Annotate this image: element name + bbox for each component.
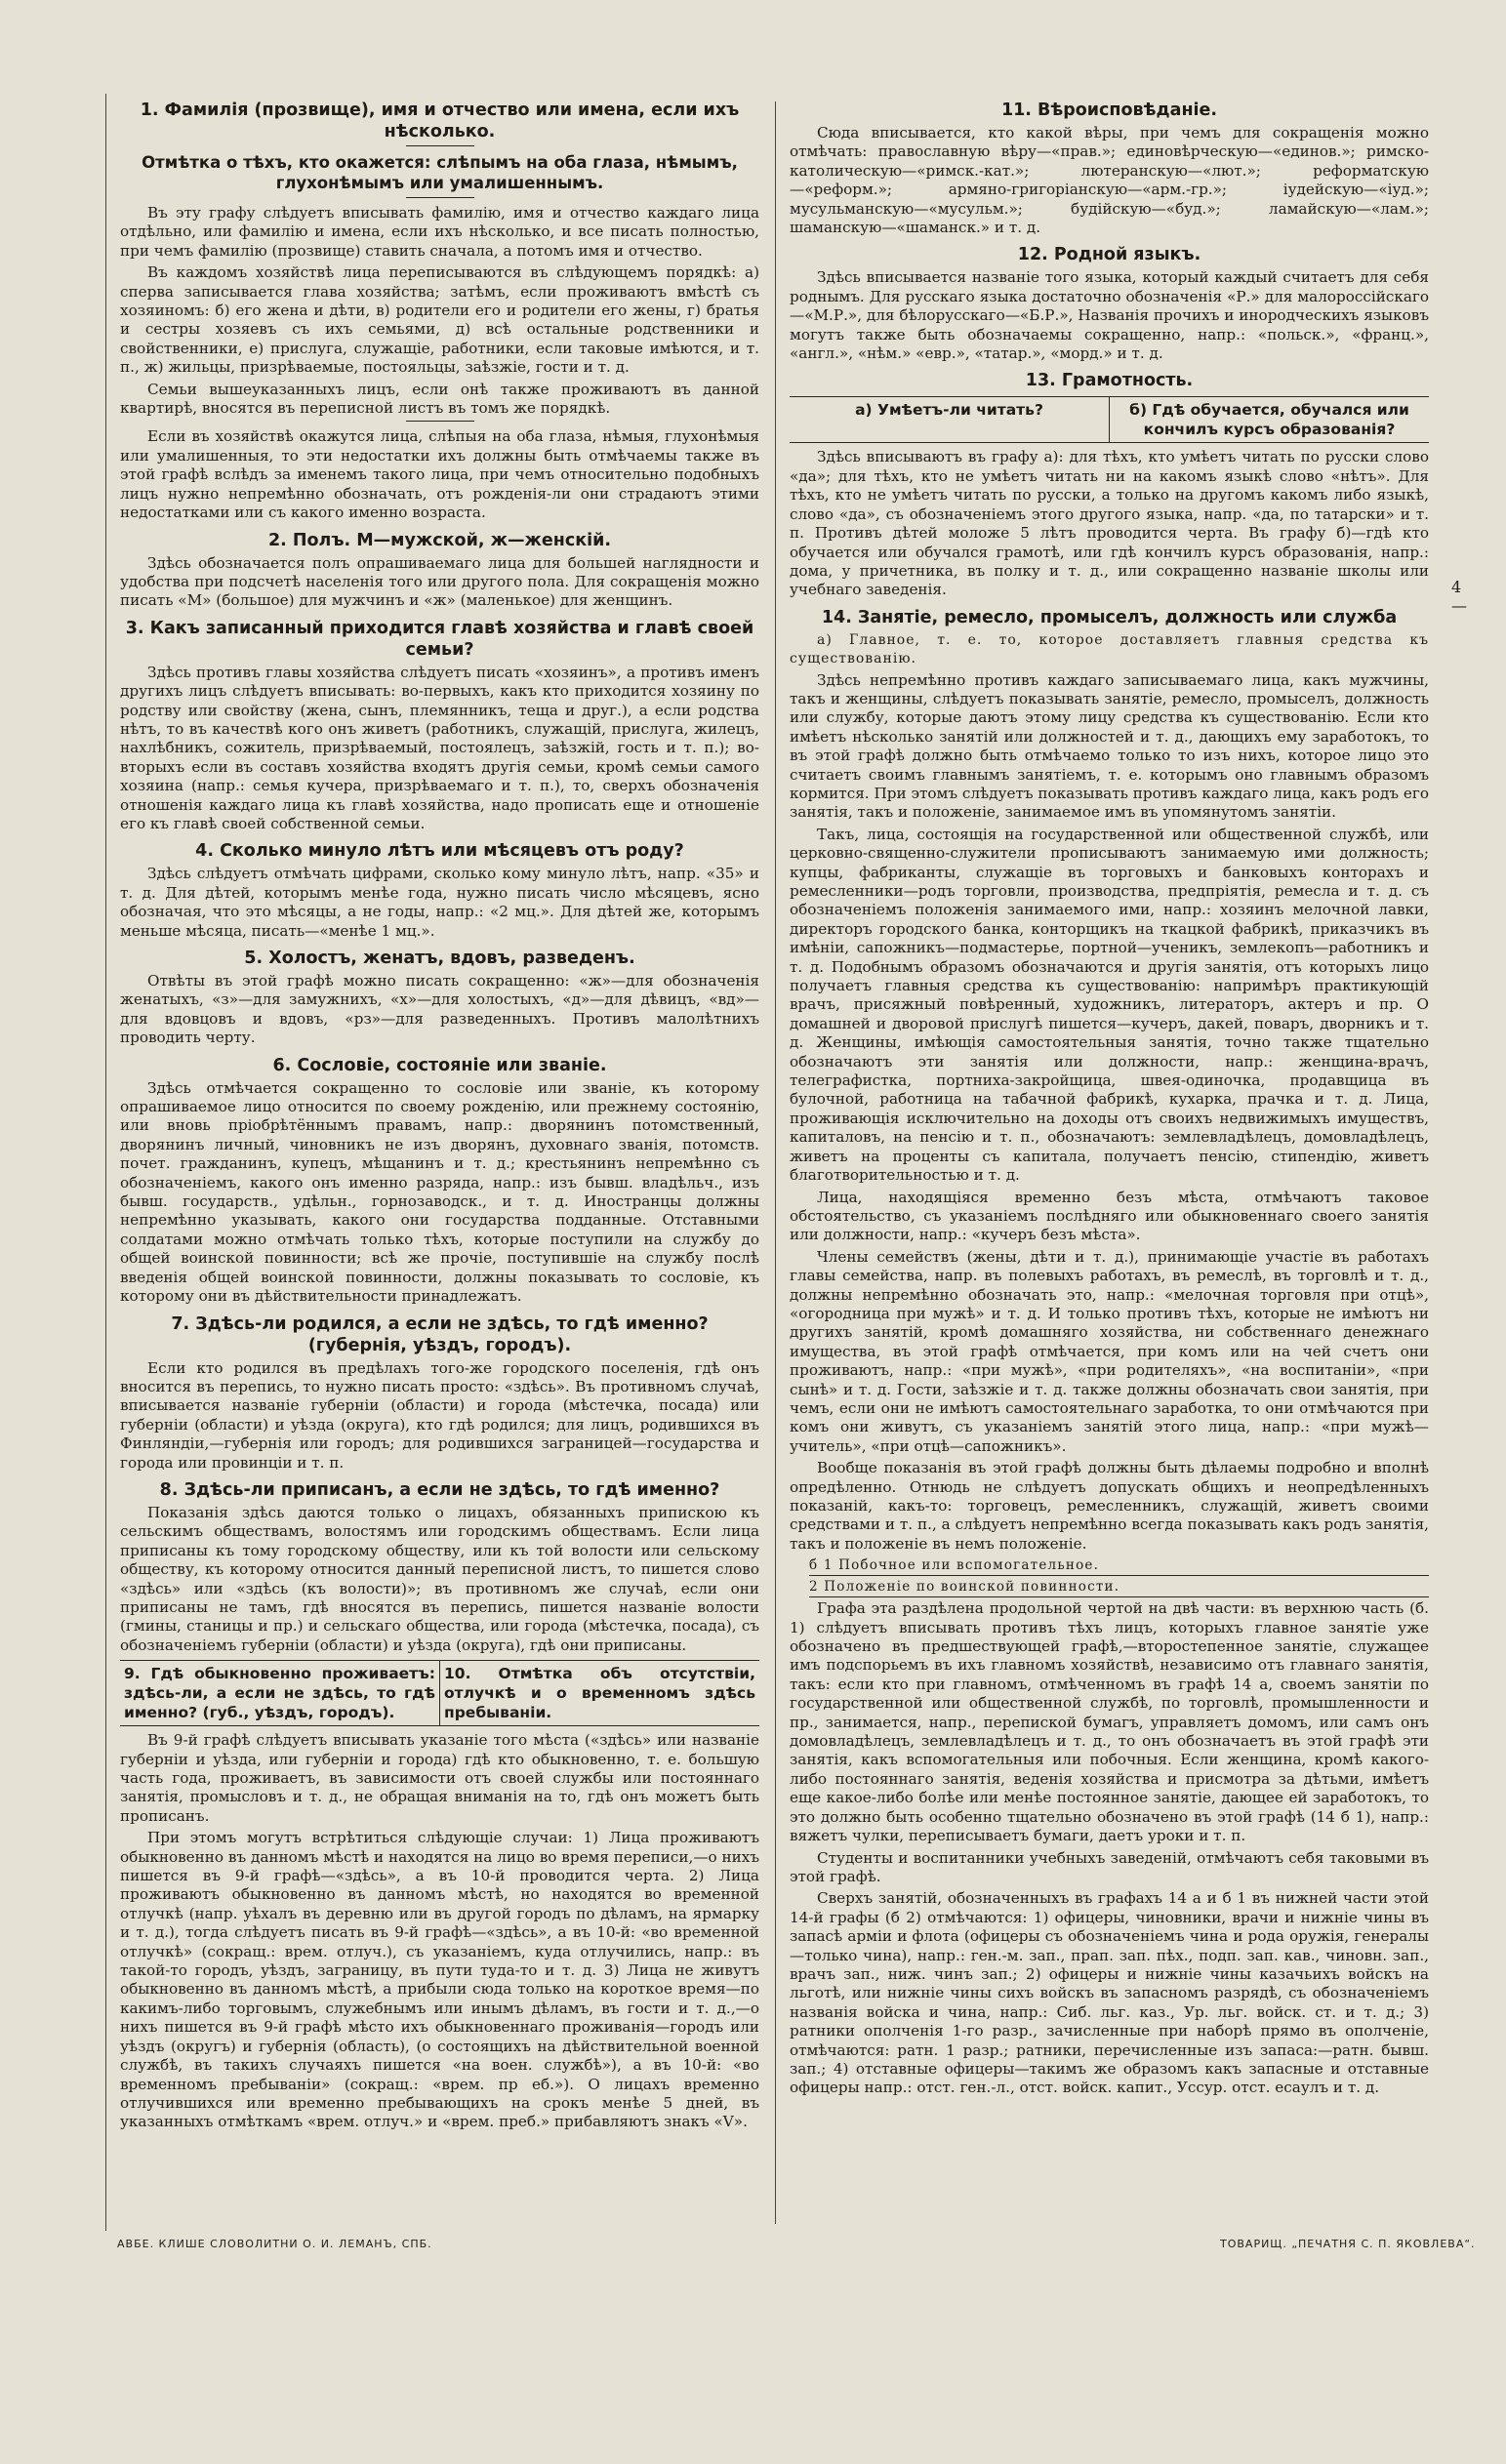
- paragraph: Здѣсь вписывается названіе того языка, который каждый считаетъ для себя роднымъ. Для русскаго языка достаточно обозначенія «Р.» для малороссійскаго—«М.Р.», для бѣлорусскаго—«Б.Р.», Названія прочихъ и инородческихъ языковъ могутъ также быть обозначаемы сокращенно, напр.: «польск.», «франц.», «англ.», «нѣм.» «евр.», «татар.», «морд.» и т. д.: [790, 268, 1429, 363]
- paragraph: Сюда вписывается, кто какой вѣры, при чемъ для сокращенія можно отмѣчать: православную вѣру—«прав.»; единовѣрческую—«единов.»; римско-католическую—«римск.-кат.»; лютеранскую—«лют.»; реформатскую—«реформ.»; армяно-григоріанскую—«арм.-гр.»; іудейскую—«іуд.»; мусульманскую—«мусульм.»; будійскую—«буд.»; ламайскую—«лам.»; шаманскую—«шаманск.» и т. д.: [790, 124, 1429, 237]
- subheading-q14b1: б 1 Побочное или вспомогательное.: [809, 1556, 1429, 1576]
- heading-q8: 8. Здѣсь-ли приписанъ, а если не здѣсь, то гдѣ именно?: [159, 1479, 720, 1500]
- paragraph: Такъ, лица, состоящія на государственной или общественной службѣ, или церковно-священно-служители прописываютъ занимаемую ими должность; купцы, фабриканты, служащіе въ торговыхъ и банковыхъ конторахъ и ремесленники—родъ торговли, производства, предпріятія, ремесла и т. д. съ обозначеніемъ положенія занимаемого ими, напр.: хозяинъ мелочной лавки, директоръ городского банка, конторщикъ на ткацкой фабрикѣ, приказчикъ въ имѣніи, сапожникъ—подмастерье, портной—ученикъ, землекопъ—работникъ и т. д. Подобнымъ образомъ обозначаются и другія занятія, отъ которыхъ лицо получаетъ главныя средства къ существованію: напримѣръ практикующій врачъ, присяжный повѣренный, художникъ, литераторъ, актеръ и пр. О домашней и дворовой прислугѣ пишется—кучеръ, дакей, поваръ, дворникъ и т. д. Женщины, имѣющія самостоятельныя занятія, точно также тщательно обозначаютъ эти занятія или должности, напр.: женщина-врачъ, телеграфистка, портниха-закройщица, швея-одиночка, продавщица въ булочной, работница на табачной фабрикѣ, кухарка, прачка и т. д. Лица, проживающія исключительно на доходы отъ своихъ недвижимыхъ имуществъ, капиталовъ, на пенсію и т. п., обозначаютъ: землевладѣлецъ, домовладѣлецъ, живетъ на проценты съ капитала, получаетъ пенсію, стипендію, живетъ благотворительностью и т. д.: [790, 825, 1429, 1185]
- paragraph: Лица, находящіяся временно безъ мѣста, отмѣчаютъ таковое обстоятельство, съ указаніемъ послѣдняго или обыкновеннаго своего занятія или должности, напр.: «кучеръ безъ мѣста».: [790, 1188, 1429, 1244]
- subheading-q14a: а) Главное, т. е. то, которое доставляетъ главныя средства къ существованію.: [790, 631, 1429, 667]
- paragraph: Здѣсь вписываютъ въ графу а): для тѣхъ, кто умѣетъ читать по русски слово «да»; для тѣхъ, кто не умѣетъ читать ни на какомъ языкѣ слово «нѣтъ». Для тѣхъ, кто не умѣетъ читать по русски, а только на другомъ какомъ либо языкѣ, слово «да», съ обозначеніемъ этого другого языка, напр. «да, по татарски» и т. п. Противъ дѣтей моложе 5 лѣтъ проводится черта. Въ графу б)—гдѣ кто обучается или обучался грамотѣ, или гдѣ кончилъ курсъ образованія, напр.: дома, у причетника, въ полку и т. д., или сокращенно названіе школы или учебнаго заведенія.: [790, 448, 1429, 599]
- heading-q4: 4. Сколько минуло лѣтъ или мѣсяцевъ отъ роду?: [195, 841, 684, 862]
- paragraph: Студенты и воспитанники учебныхъ заведеній, отмѣчаютъ себя таковыми въ этой графѣ.: [790, 1848, 1429, 1885]
- heading-q13b: б) Гдѣ обучается, обучался или кончилъ курсъ образованія?: [1129, 401, 1409, 439]
- paragraph: Въ эту графу слѣдуетъ вписывать фамилію, имя и отчество каждаго лица отдѣльно, или фамилію и имена, если ихъ нѣсколько, и все писать полностью, при чемъ фамилію (прозвище) ставить сначала, а потомъ имя и отчество.: [120, 204, 759, 260]
- heading-q13: 13. Грамотность.: [1025, 371, 1194, 391]
- paragraph: Семьи вышеуказанныхъ лицъ, если онѣ также проживаютъ въ данной квартирѣ, вносятся въ переписной листъ въ томъ же порядкѣ.: [120, 380, 759, 418]
- footer-left-imprint: АВБЕ. КЛИШЕ СЛОВОЛИТНИ О. И. ЛЕМАНЪ, СПБ.: [117, 2238, 432, 2250]
- column-divider: [775, 101, 776, 2224]
- paragraph: Здѣсь обозначается полъ опрашиваемаго лица для большей наглядности и удобства при подсчетѣ населенія того или другого пола. Для сокращенія можно писать «М» (большое) для мужчинъ и «ж» (маленькое) для женщинъ.: [120, 553, 759, 610]
- heading-q14: 14. Занятіе, ремесло, промыселъ, должность или служба: [821, 607, 1398, 627]
- heading-q6: 6. Сословіе, состояніе или званіе.: [272, 1055, 607, 1075]
- right-column: [790, 94, 1429, 2101]
- heading-q7: 7. Здѣсь-ли родился, а если не здѣсь, то гдѣ именно? (губернія, уѣздъ, городъ).: [171, 1313, 709, 1355]
- subheading-q1: Отмѣтка о тѣхъ, кто окажется: слѣпымъ на оба глаза, нѣмымъ, глухонѣмымъ или умалишеннымъ.: [142, 153, 738, 192]
- section-rule: [406, 421, 474, 422]
- paragraph: Въ 9-й графѣ слѣдуетъ вписывать указаніе того мѣста («здѣсь» или названіе губерніи и уѣзда, или губерніи и города) гдѣ кто обыкновенно, т. е. большую часть года, проживаетъ, въ зависимости отъ своей службы или постояннаго занятія, промысловъ и т. д., не обращая вниманія на то, гдѣ онъ можетъ быть прописанъ.: [120, 1731, 759, 1825]
- heading-q13a: а) Умѣетъ-ли читать?: [790, 397, 1110, 442]
- paragraph: При этомъ могутъ встрѣтиться слѣдующіе случаи: 1) Лица проживаютъ обыкновенно въ данномъ мѣстѣ и находятся на лицо во время переписи,—о нихъ пишется въ 9-й графѣ—«здѣсь», а въ 10-й проводится черта. 2) Лица проживаютъ обыкновенно въ данномъ мѣстѣ, но находятся во временной отлучкѣ (напр. уѣхалъ въ деревню или въ другой городъ по дѣламъ, на ярмарку и т. д.), тогда слѣдуетъ писать въ 9-й графѣ—«здѣсь», а въ 10-й: «во временной отлучкѣ» (сокращ.: врем. отлуч.), съ указаніемъ, куда отлучились, напр.: въ такой-то городъ, уѣздъ, заграницу, въ пути туда-то и т. д. 3) Лица не живутъ обыкновенно въ данномъ мѣстѣ, а прибыли сюда только на короткое время—по какимъ-либо торговымъ, служебнымъ или инымъ дѣламъ, въ гости и т. д.,—о нихъ пишется въ 9-й графѣ мѣсто ихъ обыкновеннаго проживанія—городъ или уѣздъ (округъ) и губернія (область), (о состоящихъ на дѣйствительной военной службѣ, въ такихъ случаяхъ пишется «на воен. службѣ»), а въ 10-й: «во временномъ пребываніи» (сокращ.: «врем. пр еб.»). О лицахъ временно отлучившихся или временно пребывающихъ на срокъ менѣе 5 дней, въ указанныхъ отмѣткамъ «врем. отлуч.» и «врем. преб.» прибавляютъ знакъ «V».: [120, 1829, 759, 2131]
- q13-subheader: [790, 396, 1429, 443]
- paragraph: Если въ хозяйствѣ окажутся лица, слѣпыя на оба глаза, нѣмыя, глухонѣмыя или умалишенныя, то эти недостатки ихъ должны быть отмѣчаемы также въ этой графѣ вслѣдъ за именемъ такого лица, при чемъ относительно подобныхъ лицъ нужно непремѣнно обозначать, отъ рожденія-ли они страдаютъ этими недостатками или съ какого именно возраста.: [120, 427, 759, 522]
- heading-rule: [406, 197, 474, 198]
- paragraph: Здѣсь отмѣчается сокращенно то сословіе или званіе, къ которому опрашиваемое лицо относится по своему рожденію, или прежнему состоянію, или вновь пріобрѣтённымъ правамъ, напр.: дворянинъ потомственный, дворянинъ личный, чиновникъ не изъ дворянъ, духовнаго званія, потомств. почет. гражданинъ, купецъ, мѣщанинъ и т. д.; крестьянинъ непремѣнно съ обозначеніемъ, какого онъ именно разряда, напр.: изъ бывш. владѣльч., изъ бывш. государств., удѣльн., горнозаводск., и т. д. Иностранцы должны непремѣнно указывать, какого они государства подданные. Отставными солдатами можно отмѣчать только тѣхъ, которые поступили на службу до общей воинской повинности; всѣ же прочіе, поступившіе на службу послѣ введенія общей воинской повинности, должны показывать то сословіе, къ которому они въ дѣйствительности принадлежатъ.: [120, 1078, 759, 1306]
- paragraph: Показанія здѣсь даются только о лицахъ, обязанныхъ припискою къ сельскимъ обществамъ, волостямъ или городскимъ обществамъ. Если лица приписаны къ тому городскому обществу, или къ той волости или сельскому обществу, къ которому относится данный переписной листъ, то пишется слово «здѣсь» или «здѣсь (къ волости)»; въ противномъ же случаѣ, если они приписаны не тамъ, гдѣ вносятся въ перепись, пишется названіе волости (гмины, станицы и пр.) и сельскаго общества, или города (мѣстечка, посада), съ обозначеніемъ губерніи (области) и уѣзда (округа), гдѣ они приписаны.: [120, 1503, 759, 1654]
- heading-q2: 2. Полъ. М—мужской, ж—женскій.: [267, 530, 612, 550]
- subheading-q14b2: 2 Положеніе по воинской повинности.: [809, 1578, 1429, 1597]
- paragraph: Здѣсь слѣдуетъ отмѣчать цифрами, сколько кому минуло лѣтъ, напр. «35» и т. д. Для дѣтей, которымъ менѣе года, нужно писать число мѣсяцевъ, ясно обозначая, что это мѣсяцы, а не годы, напр.: «2 мц.». Для дѣтей же, которымъ меньше мѣсяца, писать—«менѣе 1 мц.».: [120, 865, 759, 940]
- margin-mark: 4—: [1451, 578, 1467, 615]
- left-column: [120, 94, 759, 2135]
- paragraph: Если кто родился въ предѣлахъ того-же городского поселенія, гдѣ онъ вносится въ перепись, то нужно писать просто: «здѣсь». Въ противномъ случаѣ, вписывается названіе губерніи (области) и города (мѣстечка, посада) или губерніи (области) и уѣзда (округа), кто гдѣ родился; для лицъ, родившихся въ Финляндіи,—губернія или городъ; для родившихся заграницей—государства и города или провинціи и т. п.: [120, 1358, 759, 1472]
- heading-q10: 10. Отмѣтка объ отсутствіи, отлучкѣ и о временномъ здѣсь пребываніи.: [444, 1665, 755, 1722]
- paragraph: Здѣсь непремѣнно противъ каждаго записываемаго лица, какъ мужчины, такъ и женщины, слѣдуетъ показывать занятіе, ремесло, промыселъ, должность или службу, которые даютъ этому лицу средства къ существованію. Если кто имѣетъ нѣсколько занятій или должностей и т. д., дающихъ ему заработокъ, то въ этой графѣ должно быть отмѣчаемо только то изъ нихъ, которое лицо это считаетъ своимъ главнымъ занятіемъ, т. е. которымъ оно главнымъ образомъ кормится. При этомъ слѣдуетъ показывать противъ каждаго лица, какъ родъ его занятія, такъ и положеніе, занимаемое имъ въ упомянутомъ занятіи.: [790, 670, 1429, 822]
- paragraph: Графа эта раздѣлена продольной чертой на двѣ части: въ верхнюю часть (б. 1) слѣдуетъ вписывать противъ тѣхъ лицъ, которыхъ главное занятіе уже обозначено въ предшествующей графѣ,—второстепенное занятіе, служащее имъ подспорьемъ въ ихъ главномъ хозяйствѣ, независимо отъ главнаго занятія, такъ: если кто при главномъ, отмѣченномъ въ графѣ 14 а, своемъ занятіи по государственной или общественной службѣ, по торговлѣ, промышленности и пр., занимается, напр., перепиской бумагъ, управляетъ домомъ, или самъ онъ домовладѣлецъ, землевладѣлецъ и т. д., то онъ обозначаетъ въ этой графѣ эти занятія, какъ вспомогательныя или побочныя. Если женщина, кромѣ какого-либо постояннаго занятія, веденія хозяйства и присмотра за дѣтьми, имѣетъ еще какое-либо болѣе или менѣе постоянное занятіе, дающее ей заработокъ, то это должно быть особенно тщательно обозначено въ этой графѣ (14 б 1), напр.: вяжетъ чулки, переписываетъ бумаги, даетъ уроки и т. п.: [790, 1599, 1429, 1845]
- paragraph: Вообще показанія въ этой графѣ должны быть дѣлаемы подробно и вполнѣ опредѣленно. Отнюдь не слѣдуетъ допускать общихъ и неопредѣленныхъ показаній, какъ-то: торговецъ, ремесленникъ, служащій, живетъ своими средствами и т. п., а слѣдуетъ непремѣнно всегда показывать какъ родъ занятія, такъ и положеніе въ немъ положеніе.: [790, 1459, 1429, 1553]
- paragraph: Въ каждомъ хозяйствѣ лица переписываются въ слѣдующемъ порядкѣ: а) сперва записывается глава хозяйства; затѣмъ, если проживаютъ вмѣстѣ съ хозяиномъ: б) его жена и дѣти, в) родители его и родители его жены, г) братья и сестры хозяевъ съ ихъ семьями, д) всѣ остальные родственники и свойственники, е) прислуга, служащіе, работники, если таковые имѣются, и т. п., ж) жильцы, призрѣваемые, постояльцы, заѣзжіе, гости и т. д.: [120, 263, 759, 377]
- footer-right-imprint: ТОВАРИЩ. „ПЕЧАТНЯ С. П. ЯКОВЛЕВА“.: [1220, 2238, 1476, 2250]
- paragraph: Отвѣты въ этой графѣ можно писать сокращенно: «ж»—для обозначенія женатыхъ, «з»—для замужнихъ, «х»—для холостыхъ, «д»—для дѣвицъ, «вд»—для вдовцовъ и вдовъ, «рз»—для разведенныхъ. Противъ малолѣтнихъ проводить черту.: [120, 972, 759, 1047]
- heading-q1: 1. Фамилія (прозвище), имя и отчество или имена, если ихъ нѣсколько.: [140, 101, 740, 141]
- paragraph: Сверхъ занятій, обозначенныхъ въ графахъ 14 а и б 1 въ нижней части этой 14-й графы (б 2) отмѣчаются: 1) офицеры, чиновники, врачи и нижніе чины въ запасѣ арміи и флота (офицеры съ обозначеніемъ чина и рода оружія, генералы—только чина), напр.: ген.-м. зап., прап. зап. пѣх., подп. зап. кав., чиновн. зап., врачъ зап., ниж. чинъ зап.; 2) офицеры и нижніе чины казачьихъ войскъ на льготѣ, или нижніе чины сихъ войскъ въ запасномъ разрядѣ, съ обозначеніемъ названія войска и чина, напр.: Сиб. льг. каз., Ур. льг. войск. ст. и т. д.; 3) ратники ополченія 1-го разр., зачисленные при наборѣ прямо въ ополченіе, отмѣчаются: ратн. 1 разр.; ратники, перечисленные изъ запаса:—ратн. бывш. зап.; 4) отставные офицеры—такимъ же образомъ какъ запасные и отставные офицеры напр.: отст. ген.-л., отст. войск. капит., Уссур. отст. есаулъ и т. д.: [790, 1889, 1429, 2097]
- heading-q11: 11. Вѣроисповѣданіе.: [1000, 101, 1218, 120]
- q9-q10-header: [120, 1660, 759, 1726]
- heading-q3: 3. Какъ записанный приходится главѣ хозяйства и главѣ своей семьи?: [125, 618, 754, 660]
- heading-q9: 9. Гдѣ обыкновенно проживаетъ: здѣсь-ли, а если не здѣсь, то гдѣ именно? (губ., уѣздъ, городъ).: [120, 1661, 440, 1725]
- heading-q5: 5. Холостъ, женатъ, вдовъ, разведенъ.: [244, 949, 635, 968]
- page-frame: [105, 94, 1467, 2231]
- heading-q12: 12. Родной языкъ.: [1017, 245, 1201, 265]
- paragraph: Здѣсь противъ главы хозяйства слѣдуетъ писать «хозяинъ», а противъ именъ другихъ лицъ слѣдуетъ вписывать: во-первыхъ, какъ кто приходится хозяину по родству или свойству (жена, сынъ, племянникъ, теща и друг.), а если родства нѣтъ, то въ качествѣ кого онъ живетъ (работникъ, служащій, прислуга, жилецъ, нахлѣбникъ, сожитель, призрѣваемый, постоялецъ, заѣзжій, гость и т. п.); во-вторыхъ если въ составъ хозяйства входятъ другія семьи, кромѣ семьи самого хозяина (напр.: семья кучера, призрѣваемаго и т. п.), то, сверхъ обозначенія отношенія каждаго лица къ главѣ хозяйства, надо прописать еще и отношеніе его къ главѣ своей собственной семьи.: [120, 663, 759, 832]
- paragraph: Члены семействъ (жены, дѣти и т. д.), принимающіе участіе въ работахъ главы семейства, напр. въ полевыхъ работахъ, въ ремеслѣ, въ торговлѣ и т. д., должны непремѣнно обозначать это, напр.: «мелочная торговля при отцѣ», «огородница при мужѣ» и т. д. И только противъ тѣхъ, которые не имѣютъ ни другихъ занятій, кромѣ домашняго хозяйства, ни собственнаго денежнаго имущества, въ этой графѣ отмѣчается, при комъ или на чей счетъ они проживаютъ, напр.: «при мужѣ», «при родителяхъ», «на воспитаніи», «при сынѣ» и т. д. Гости, заѣзжіе и т. д. также должны обозначать свои занятія, при чемъ, если они не имѣютъ самостоятельнаго заработка, то они отмѣчаются при комъ они живутъ, съ указаніемъ занятій этого лица, напр.: «при мужѣ—учитель», «при отцѣ—сапожникъ».: [790, 1247, 1429, 1455]
- heading-rule: [406, 145, 474, 146]
